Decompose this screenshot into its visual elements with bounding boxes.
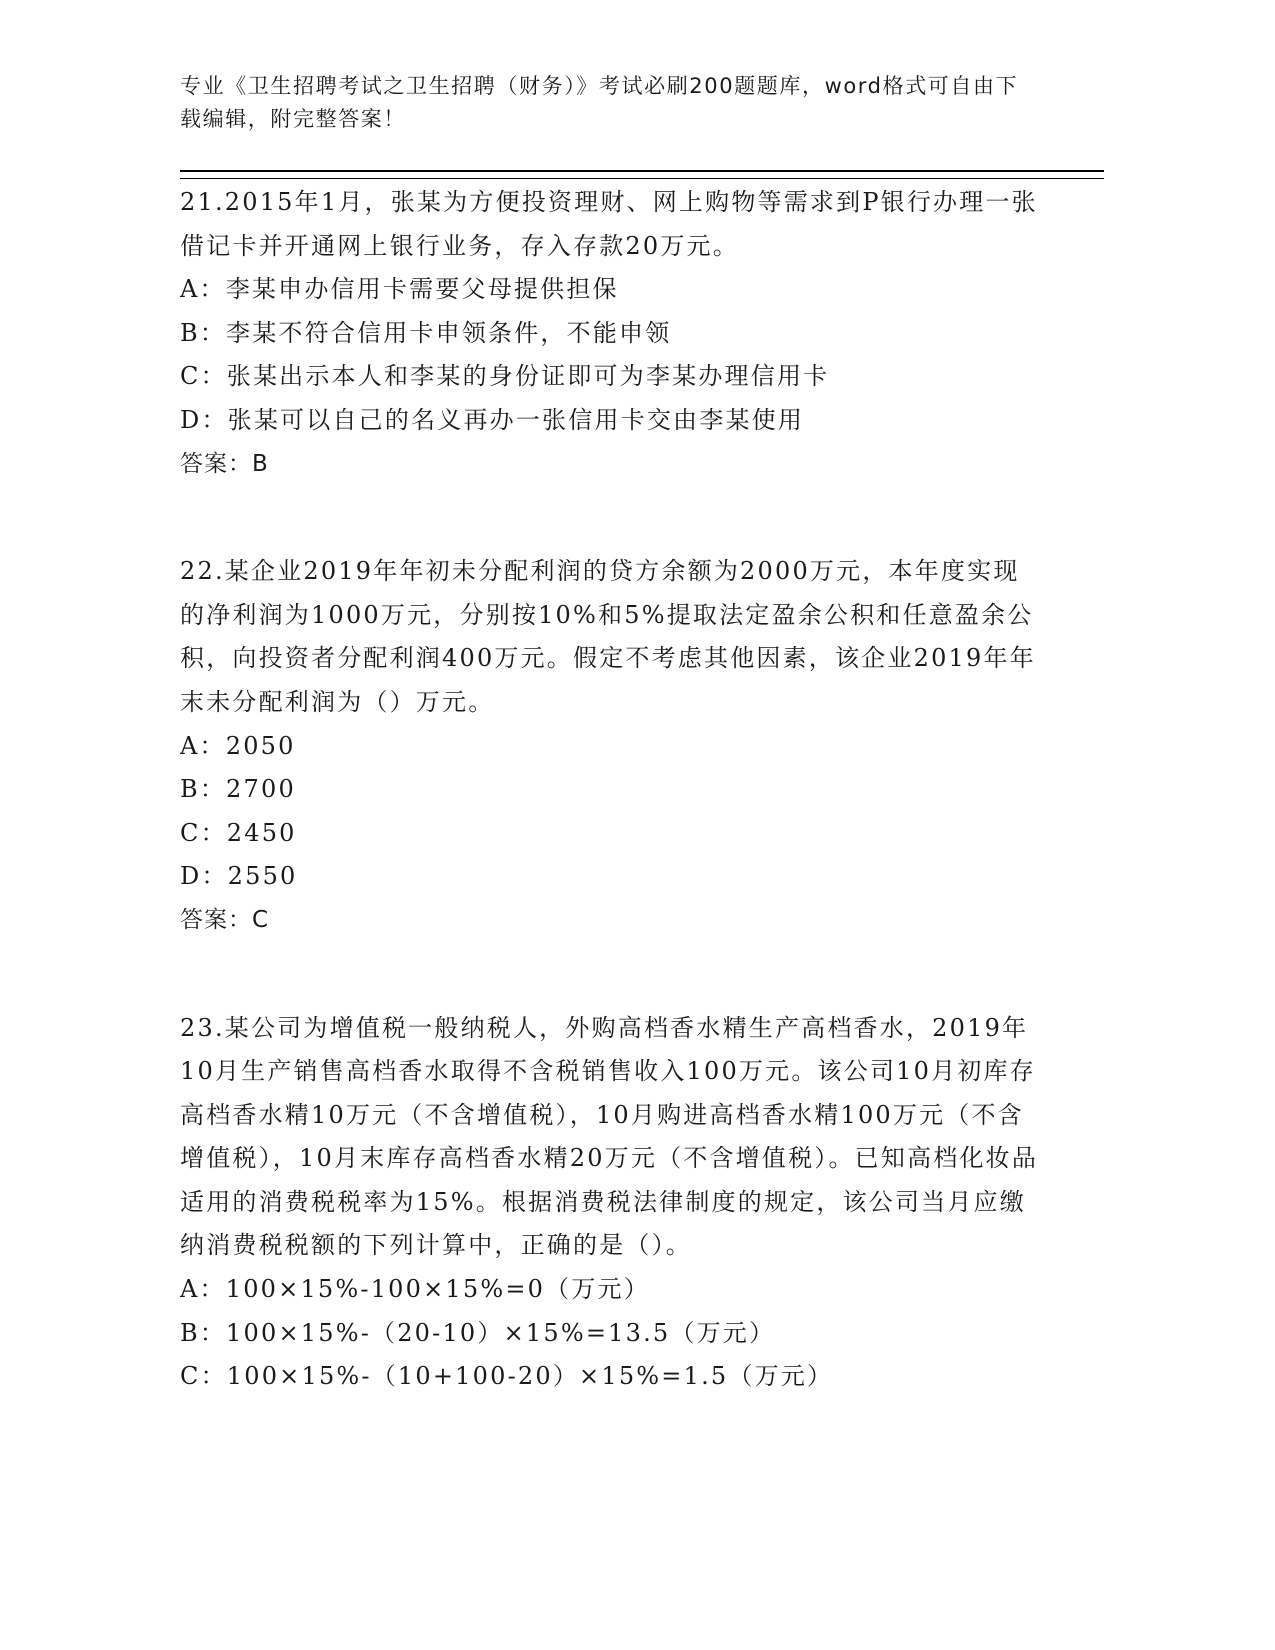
option-c: C：2450 — [180, 818, 297, 847]
question-stem: 23.某公司为增值税一般纳税人，外购高档香水精生产高档香水，2019年10月生产销售高档香水取得不含税销售收入100万元。该公司10月初库存高档香水精10万元（不含增值税），10月购进高档香水精100万元（不含增值税），10月末库存高档香水精20万元（不含增值税）。已知高档化妆品适用的消费税税率为15%。根据消费税法律制度的规定，该公司当月应缴纳消费税税额的下列计算中，正确的是（）。 — [180, 1013, 1039, 1260]
header-divider — [180, 170, 1104, 179]
option-b: B：2700 — [180, 775, 296, 804]
page-header — [180, 70, 1030, 136]
option-d: D：张某可以自己的名义再办一张信用卡交由李某使用 — [180, 405, 805, 434]
answer: 答案：B — [180, 450, 269, 477]
option-a: A：2050 — [180, 731, 296, 760]
question-stem: 21.2015年1月，张某为方便投资理财、网上购物等需求到P银行办理一张借记卡并开通网上银行业务，存入存款20万元。 — [180, 188, 1038, 260]
question-23 — [180, 1007, 1040, 1399]
question-22 — [180, 550, 1040, 942]
document-title: 专业《卫生招聘考试之卫生招聘（财务）》考试必刷200题题库，word格式可自由下载编辑，附完整答案！ — [180, 74, 1019, 131]
option-a: A：100×15%-100×15%=0（万元） — [180, 1275, 650, 1304]
option-c: C：100×15%-（10+100-20）×15%=1.5（万元） — [180, 1362, 834, 1391]
option-a: A：李某申办信用卡需要父母提供担保 — [180, 275, 619, 304]
question-stem: 22.某企业2019年年初未分配利润的贷方余额为2000万元，本年度实现的净利润为1000万元，分别按10%和5%提取法定盈余公积和任意盈余公积，向投资者分配利润400万元。假定不考虑其他因素，该企业2019年年末未分配利润为（）万元。 — [180, 557, 1036, 716]
question-list — [180, 181, 1040, 1463]
question-21 — [180, 181, 1040, 486]
option-c: C：张某出示本人和李某的身份证即可为李某办理信用卡 — [180, 362, 830, 391]
answer: 答案：C — [180, 906, 270, 933]
option-b: B：100×15%-（20-10）×15%=13.5（万元） — [180, 1318, 776, 1347]
option-b: B：李某不符合信用卡申领条件，不能申领 — [180, 318, 672, 347]
option-d: D：2550 — [180, 862, 298, 891]
